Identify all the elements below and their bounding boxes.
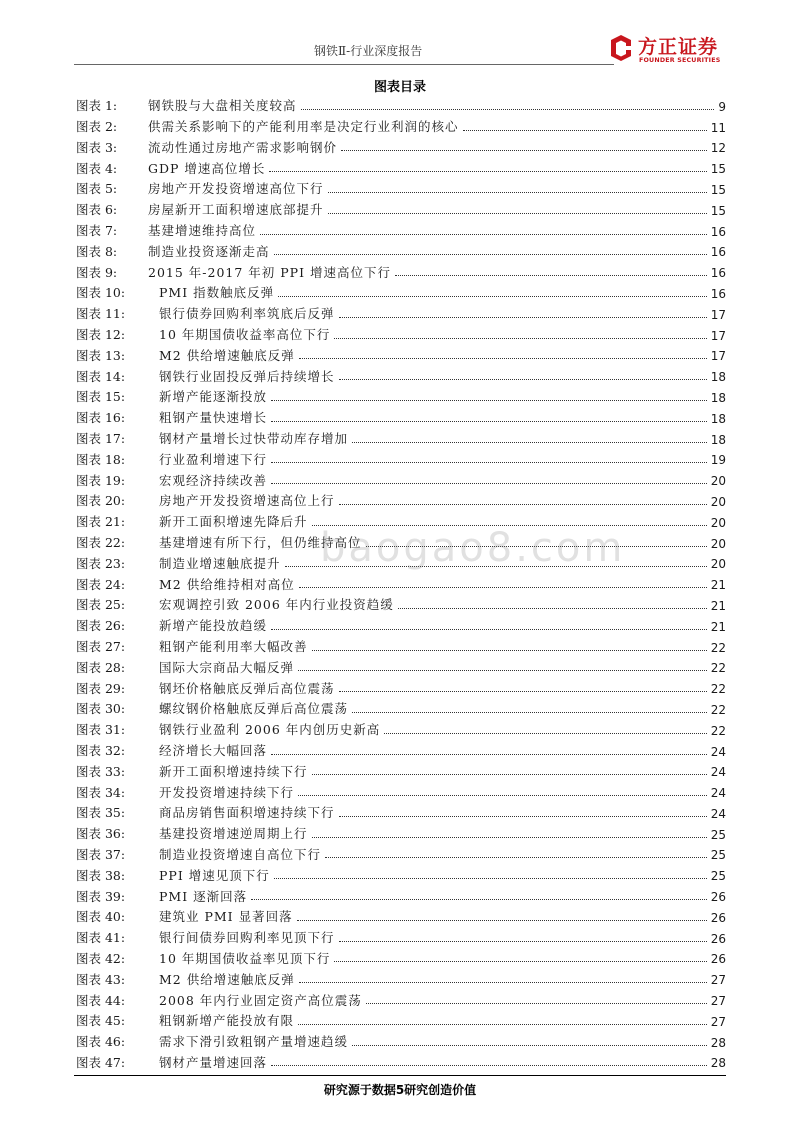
toc-leader-dots: [395, 275, 707, 276]
toc-entry[interactable]: [76, 737, 726, 758]
toc-leader-dots: [384, 733, 706, 734]
toc-entry[interactable]: [76, 508, 726, 529]
toc-entry-page: 24: [710, 744, 726, 759]
toc-entry[interactable]: [76, 820, 726, 841]
report-title: 钢铁Ⅱ-行业深度报告: [314, 44, 423, 58]
toc-leader-dots: [274, 878, 707, 879]
toc-entry-label: 钢铁行业固投反弹后持续增长: [159, 368, 335, 384]
toc-entry-label: 房地产开发投资增速高位上行: [159, 493, 335, 509]
toc-leader-dots: [312, 774, 707, 775]
toc-entry-number: 图表 19:: [76, 472, 126, 488]
toc-leader-dots: [312, 837, 707, 838]
toc-entry-label: PMI 指数触底反弹: [159, 285, 275, 301]
toc-entry-number: 图表 29:: [76, 680, 126, 696]
toc-leader-dots: [339, 317, 707, 318]
toc-entry-page: 24: [710, 786, 726, 801]
toc-entry-label: 开发投资增速持续下行: [159, 784, 295, 800]
toc-entry-label: 房屋新开工面积增速底部提升: [148, 202, 324, 218]
toc-entry-label: 2015 年-2017 年初 PPI 增速高位下行: [148, 264, 391, 280]
toc-entry-label: 钢坯价格触底反弹后高位震荡: [159, 680, 335, 696]
toc-entry-page: 21: [710, 578, 726, 593]
toc-entry-number: 图表 9:: [76, 264, 118, 280]
toc-entry-page: 24: [710, 765, 726, 780]
toc-entry-page: 21: [710, 598, 726, 613]
toc-entry[interactable]: [76, 550, 726, 571]
toc-entry-page: 22: [710, 640, 726, 655]
toc-entry-number: 图表 24:: [76, 576, 126, 592]
toc-entry-label: 螺纹钢价格触底反弹后高位震荡: [159, 701, 349, 717]
toc-entry-number: 图表 11:: [76, 306, 126, 322]
toc-entry-number: 图表 7:: [76, 223, 118, 239]
toc-entry-number: 图表 26:: [76, 618, 126, 634]
toc-entry-label: 商品房销售面积增速持续下行: [159, 805, 335, 821]
toc-entry[interactable]: [76, 695, 726, 716]
toc-entry[interactable]: [76, 778, 726, 799]
toc-leader-dots: [271, 421, 707, 422]
toc-entry-label: 2008 年内行业固定资产高位震荡: [159, 992, 362, 1008]
toc-leader-dots: [352, 712, 707, 713]
toc-entry-label: 需求下滑引致粗钢产量增速趋缓: [159, 1034, 349, 1050]
toc-entry-number: 图表 31:: [76, 722, 126, 738]
toc-entry-number: 图表 17:: [76, 431, 126, 447]
toc-entry-page: 15: [710, 162, 726, 177]
toc-entry-number: 图表 6:: [76, 202, 118, 218]
toc-entry[interactable]: [76, 1028, 726, 1049]
toc-entry[interactable]: [76, 612, 726, 633]
toc-entry[interactable]: [76, 861, 726, 882]
logo-text-en: FOUNDER SECURITIES: [639, 57, 721, 64]
toc-entry-page: 27: [710, 973, 726, 988]
toc-leader-dots: [339, 691, 707, 692]
toc-leader-dots: [299, 358, 707, 359]
toc-entry-page: 20: [710, 515, 726, 530]
toc-entry-label: GDP 增速高位增长: [148, 160, 266, 176]
toc-entry-page: 26: [710, 952, 726, 967]
toc-entry-label: PPI 增速见顶下行: [159, 867, 270, 883]
toc-entry-label: PMI 逐渐回落: [159, 888, 248, 904]
toc-entry-label: 房地产开发投资增速高位下行: [148, 181, 324, 197]
toc-entry-page: 27: [710, 1014, 726, 1029]
toc-leader-dots: [352, 442, 707, 443]
toc-entry-label: 经济增长大幅回落: [159, 743, 268, 758]
watermark: baogao8.com: [320, 525, 626, 571]
toc-entry[interactable]: [76, 446, 726, 467]
toc-leader-dots: [271, 629, 707, 630]
toc-leader-dots: [339, 816, 707, 817]
toc-entry-page: 18: [710, 390, 726, 405]
toc-entry-label: M2 供给增速触底反弹: [159, 347, 295, 363]
company-logo: [608, 30, 726, 70]
toc-leader-dots: [271, 483, 707, 484]
toc-entry-label: 新增产能逐渐投放: [159, 389, 268, 405]
toc-entry[interactable]: [76, 217, 726, 238]
toc-entry[interactable]: [76, 986, 726, 1007]
toc-entry-label: 钢材产量增长过快带动库存增加: [159, 431, 349, 447]
toc-entry-label: 新增产能投放趋缓: [159, 618, 268, 634]
toc-leader-dots: [463, 130, 707, 131]
toc-entry-page: 24: [710, 806, 726, 821]
toc-entry[interactable]: [76, 758, 726, 779]
toc-entry-page: 17: [710, 349, 726, 364]
toc-entry-number: 图表 3:: [76, 139, 118, 155]
toc-entry-label: M2 供给维持相对高位: [159, 576, 295, 592]
toc-leader-dots: [297, 920, 707, 921]
toc-entry[interactable]: [76, 321, 726, 342]
toc-entry-number: 图表 18:: [76, 451, 126, 467]
toc-entry-page: 20: [710, 557, 726, 572]
toc-leader-dots: [339, 941, 707, 942]
toc-leader-dots: [366, 546, 707, 547]
toc-entry-number: 图表 37:: [76, 846, 126, 862]
toc-entry-page: 20: [710, 474, 726, 489]
toc-entry-label: M2 供给增速触底反弹: [159, 971, 295, 987]
toc-leader-dots: [299, 587, 707, 588]
toc-leader-dots: [298, 1024, 707, 1025]
toc-entry-number: 图表 22:: [76, 535, 126, 551]
toc-entry-number: 图表 46:: [76, 1034, 126, 1050]
toc-leader-dots: [274, 254, 707, 255]
toc-entry[interactable]: [76, 1049, 726, 1070]
toc-entry-page: 20: [710, 494, 726, 509]
toc-entry-page: 25: [710, 827, 726, 842]
toc-leader-dots: [260, 234, 707, 235]
toc-entry-page: 22: [710, 723, 726, 738]
toc-leader-dots: [285, 566, 707, 567]
toc-entry-number: 图表 32:: [76, 743, 126, 758]
toc-entry-label: 10 年期国债收益率见顶下行: [159, 950, 331, 966]
toc-entry-label: 基建投资增速逆周期上行: [159, 826, 308, 842]
toc-entry[interactable]: [76, 882, 726, 903]
toc-entry-page: 26: [710, 890, 726, 905]
logo-text-cn: 方正证券: [638, 36, 719, 58]
toc-entry-label: 建筑业 PMI 显著回落: [159, 909, 293, 925]
toc-entry-page: 22: [710, 661, 726, 676]
toc-entry-label: 10 年期国债收益率高位下行: [159, 327, 331, 343]
toc-entry-page: 28: [710, 1056, 726, 1071]
toc-entry-page: 22: [710, 682, 726, 697]
toc-entry[interactable]: [76, 529, 726, 550]
toc-entry[interactable]: [76, 965, 726, 986]
toc-leader-dots: [271, 754, 707, 755]
toc-entry-page: 22: [710, 702, 726, 717]
toc-entry-number: 图表 13:: [76, 347, 126, 363]
toc-entry-page: 9: [718, 99, 726, 114]
toc-entry-number: 图表 39:: [76, 888, 126, 904]
toc-entry-page: 15: [710, 182, 726, 197]
toc-entry-page: 17: [710, 307, 726, 322]
toc-entry-label: 银行债券回购利率筑底后反弹: [159, 306, 335, 322]
toc-entry[interactable]: [76, 1007, 726, 1028]
toc-entry-number: 图表 47:: [76, 1054, 126, 1070]
toc-entry-number: 图表 8:: [76, 243, 118, 259]
toc-entry-label: 宏观调控引致 2006 年内行业投资趋缓: [159, 597, 394, 613]
toc-entry[interactable]: [76, 945, 726, 966]
toc-entry-page: 25: [710, 848, 726, 863]
toc-entry[interactable]: [76, 924, 726, 945]
toc-entry-label: 供需关系影响下的产能利用率是决定行业利润的核心: [148, 119, 459, 135]
toc-leader-dots: [278, 296, 707, 297]
toc-entry-page: 16: [710, 266, 726, 281]
header-divider: [74, 64, 614, 65]
toc-entry-number: 图表 10:: [76, 285, 126, 301]
toc-leader-dots: [341, 150, 707, 151]
toc-entry-page: 21: [710, 619, 726, 634]
toc-entry-label: 制造业投资增速自高位下行: [159, 846, 322, 862]
toc-leader-dots: [251, 899, 707, 900]
toc-entry-page: 18: [710, 411, 726, 426]
toc-entry-page: 16: [710, 286, 726, 301]
toc-entry[interactable]: [76, 799, 726, 820]
toc-entry-number: 图表 40:: [76, 909, 126, 925]
toc-leader-dots: [334, 961, 706, 962]
toc-entry-page: 20: [710, 536, 726, 551]
toc-entry-label: 钢材产量增速回落: [159, 1054, 268, 1070]
toc-entry[interactable]: [76, 238, 726, 259]
toc-entry[interactable]: [76, 841, 726, 862]
toc-leader-dots: [334, 338, 706, 339]
toc-leader-dots: [398, 608, 707, 609]
toc-entry[interactable]: [76, 196, 726, 217]
toc-entry[interactable]: [76, 300, 726, 321]
toc-entry[interactable]: [76, 903, 726, 924]
toc-entry[interactable]: [76, 716, 726, 737]
toc-entry-number: 图表 16:: [76, 410, 126, 426]
toc-leader-dots: [339, 379, 707, 380]
page-footer: 研究源于数据5研究创造价值: [323, 1083, 477, 1097]
toc-leader-dots: [312, 650, 707, 651]
toc-leader-dots: [269, 171, 706, 172]
toc-entry-number: 图表 14:: [76, 368, 126, 384]
toc-entry-label: 宏观经济持续改善: [159, 472, 268, 488]
toc-entry[interactable]: [76, 113, 726, 134]
toc-entry-page: 25: [710, 869, 726, 884]
toc-entry[interactable]: [76, 92, 726, 113]
toc-entry-label: 国际大宗商品大幅反弹: [159, 659, 295, 675]
toc-entry-label: 粗钢新增产能投放有限: [159, 1013, 295, 1029]
toc-entry-page: 18: [710, 370, 726, 385]
toc-leader-dots: [352, 1045, 707, 1046]
toc-entry-number: 图表 27:: [76, 639, 126, 655]
toc-entry-label: 新开工面积增速先降后升: [159, 514, 308, 530]
toc-leader-dots: [328, 192, 707, 193]
toc-leader-dots: [328, 213, 707, 214]
toc-entry-label: 基建增速有所下行，但仍维持高位: [159, 535, 362, 551]
toc-entry[interactable]: [76, 383, 726, 404]
logo-mark-icon: [608, 34, 634, 62]
toc-entry[interactable]: [76, 674, 726, 695]
toc-entry-label: 制造业增速触底提升: [159, 555, 281, 571]
toc-leader-dots: [312, 525, 707, 526]
toc-entry-number: 图表 2:: [76, 119, 118, 135]
toc-entry-number: 图表 45:: [76, 1013, 126, 1029]
toc-entry-page: 16: [710, 224, 726, 239]
toc-entry-label: 粗钢产能利用率大幅改善: [159, 639, 308, 655]
toc-entry-page: 16: [710, 245, 726, 260]
toc-leader-dots: [271, 400, 707, 401]
toc-entry[interactable]: [76, 404, 726, 425]
toc-entry-label: 银行间债券回购利率见顶下行: [159, 930, 335, 946]
toc-entry-number: 图表 4:: [76, 160, 118, 176]
toc-entry-number: 图表 44:: [76, 992, 126, 1008]
toc-entry-number: 图表 42:: [76, 950, 126, 966]
toc-leader-dots: [325, 857, 707, 858]
toc-entry-number: 图表 35:: [76, 805, 126, 821]
toc-entry-page: 15: [710, 203, 726, 218]
toc-leader-dots: [298, 670, 707, 671]
toc-entry[interactable]: [76, 591, 726, 612]
toc-entry-label: 新开工面积增速持续下行: [159, 763, 308, 779]
toc-entry-number: 图表 21:: [76, 514, 126, 530]
toc-entry-number: 图表 33:: [76, 763, 126, 779]
footer-divider: [74, 1075, 726, 1076]
toc-entry-number: 图表 12:: [76, 327, 126, 343]
toc-entry[interactable]: [76, 154, 726, 175]
toc-entry[interactable]: [76, 342, 726, 363]
toc-entry-page: 17: [710, 328, 726, 343]
toc-leader-dots: [298, 795, 707, 796]
toc-entry-number: 图表 15:: [76, 389, 126, 405]
toc-entry-page: 28: [710, 1035, 726, 1050]
toc-entry-label: 制造业投资逐渐走高: [148, 243, 270, 259]
toc-entry[interactable]: [76, 425, 726, 446]
toc-entry[interactable]: [76, 654, 726, 675]
toc-leader-dots: [271, 462, 707, 463]
toc-entry[interactable]: [76, 633, 726, 654]
toc-entry-page: 19: [710, 453, 726, 468]
toc-entry-number: 图表 41:: [76, 930, 126, 946]
toc-entry-page: 26: [710, 931, 726, 946]
toc-entry-label: 流动性通过房地产需求影响钢价: [148, 139, 338, 155]
toc-entry-number: 图表 36:: [76, 826, 126, 842]
toc-entry-label: 钢铁股与大盘相关度较高: [148, 98, 297, 114]
toc-entry-page: 18: [710, 432, 726, 447]
toc-entry-number: 图表 25:: [76, 597, 126, 613]
toc-entry[interactable]: [76, 258, 726, 279]
toc-entry-number: 图表 20:: [76, 493, 126, 509]
toc-entry-number: 图表 30:: [76, 701, 126, 717]
toc-title: 图表目录: [373, 80, 426, 95]
toc-list: [76, 92, 726, 1069]
toc-entry-number: 图表 38:: [76, 867, 126, 883]
toc-leader-dots: [299, 982, 707, 983]
toc-entry-number: 图表 1:: [76, 98, 118, 114]
toc-entry[interactable]: [76, 175, 726, 196]
toc-leader-dots: [366, 1003, 707, 1004]
toc-entry-page: 12: [710, 141, 726, 156]
toc-entry-number: 图表 34:: [76, 784, 126, 800]
toc-leader-dots: [271, 1065, 707, 1066]
toc-entry-number: 图表 28:: [76, 659, 126, 675]
toc-entry-label: 钢铁行业盈利 2006 年内创历史新高: [159, 722, 381, 738]
toc-entry-number: 图表 5:: [76, 181, 118, 197]
toc-entry[interactable]: [76, 134, 726, 155]
toc-entry[interactable]: [76, 279, 726, 300]
toc-entry-page: 26: [710, 910, 726, 925]
toc-entry[interactable]: [76, 362, 726, 383]
toc-leader-dots: [301, 109, 715, 110]
toc-entry-number: 图表 23:: [76, 555, 126, 571]
toc-entry[interactable]: [76, 487, 726, 508]
toc-entry-number: 图表 43:: [76, 971, 126, 987]
toc-entry-label: 粗钢产量快速增长: [159, 410, 268, 426]
toc-leader-dots: [339, 504, 707, 505]
toc-entry-page: 27: [710, 994, 726, 1009]
toc-entry-label: 行业盈利增速下行: [159, 451, 268, 467]
toc-entry-label: 基建增速维持高位: [148, 223, 257, 239]
toc-entry[interactable]: [76, 570, 726, 591]
toc-entry[interactable]: [76, 466, 726, 487]
page-header: [74, 30, 726, 70]
toc-entry-page: 11: [710, 120, 726, 135]
